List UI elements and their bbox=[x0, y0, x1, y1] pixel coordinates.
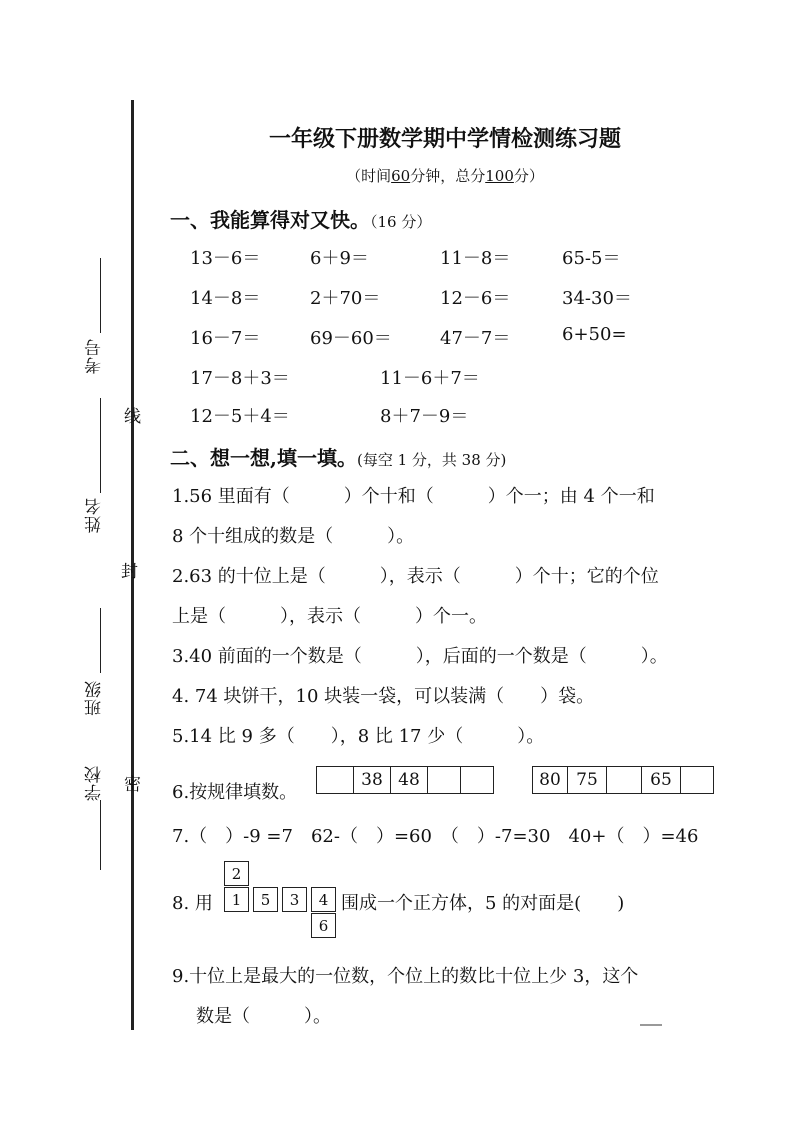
sequence-cell[interactable] bbox=[606, 767, 641, 793]
equation: 14－8＝ bbox=[190, 288, 261, 309]
equation: 2＋70＝ bbox=[310, 288, 381, 309]
equation: 34-30＝ bbox=[562, 288, 632, 309]
xingming-underline bbox=[100, 398, 101, 493]
section1-heading bbox=[170, 204, 431, 233]
page-subtitle bbox=[0, 165, 794, 186]
subtitle-score: 100 bbox=[485, 167, 514, 185]
equation: 12－5＋4＝ bbox=[190, 406, 290, 427]
equation: 69－60＝ bbox=[310, 328, 392, 349]
sequence-cell: 48 bbox=[390, 767, 427, 793]
question-7: 7.（ ）-9 =7 62-（ ）=60 （ ）-7=30 40+（ ）=46 bbox=[172, 826, 699, 847]
mi-label: 密 bbox=[120, 775, 140, 792]
feng-label: 封 bbox=[117, 562, 137, 579]
equation: 47－7＝ bbox=[440, 328, 511, 349]
scan-mark bbox=[640, 1024, 662, 1026]
equation: 11－6＋7＝ bbox=[380, 368, 480, 389]
equation: 12－6＝ bbox=[440, 288, 511, 309]
sequence-cell: 75 bbox=[567, 767, 606, 793]
question-9-line-2: 数是（ ）。 bbox=[196, 1006, 331, 1027]
cube-net-cell: 1 bbox=[224, 887, 249, 912]
section2-points: (每空 1 分，共 38 分) bbox=[356, 451, 507, 469]
section2-heading bbox=[170, 442, 506, 471]
sequence-cell[interactable] bbox=[460, 767, 493, 793]
question-8-prefix: 8. 用 bbox=[172, 893, 213, 914]
question-4: 4. 74 块饼干，10 块装一袋，可以装满（ ）袋。 bbox=[172, 686, 595, 707]
subtitle-part-3: 分） bbox=[513, 167, 544, 185]
equation: 13－6＝ bbox=[190, 248, 261, 269]
question-3: 3.40 前面的一个数是（ ），后面的一个数是（ ）。 bbox=[172, 646, 668, 667]
sequence-box-2 bbox=[532, 766, 714, 794]
cube-net-cell: 3 bbox=[282, 887, 307, 912]
subtitle-part-2: 分钟，总分 bbox=[410, 167, 486, 185]
kaohao-underline bbox=[100, 258, 101, 333]
question-1-line-1: 1.56 里面有（ ）个十和（ ）个一；由 4 个一和 bbox=[172, 486, 655, 507]
sequence-cell: 38 bbox=[353, 767, 390, 793]
subtitle-time: 60 bbox=[391, 167, 411, 185]
equation: 17－8＋3＝ bbox=[190, 368, 290, 389]
sequence-cell[interactable] bbox=[427, 767, 460, 793]
equation: 65-5＝ bbox=[562, 248, 621, 269]
section2-title: 二、想一想,填一填。 bbox=[170, 446, 357, 470]
subtitle-part-1: （时间 bbox=[346, 167, 392, 185]
kaohao-label: 考号 bbox=[85, 338, 105, 374]
question-1-line-2: 8 个十组成的数是（ ）。 bbox=[172, 526, 415, 547]
cube-net-cell: 2 bbox=[224, 861, 249, 886]
cube-net-cell: 4 bbox=[311, 887, 336, 912]
equation: 11－8＝ bbox=[440, 248, 511, 269]
sequence-cell: 80 bbox=[539, 770, 561, 790]
banji-label: 班级 bbox=[85, 680, 105, 716]
sequence-cell[interactable] bbox=[317, 767, 353, 793]
equation: 6+50= bbox=[562, 324, 627, 345]
sequence-cell[interactable] bbox=[680, 767, 713, 793]
equation: 6＋9＝ bbox=[310, 248, 369, 269]
cube-net-cell: 6 bbox=[311, 913, 336, 938]
equation: 16－7＝ bbox=[190, 328, 261, 349]
section1-points: （16 分） bbox=[370, 213, 432, 231]
banji-underline bbox=[100, 608, 101, 673]
question-2-line-2: 上是（ ），表示（ ）个一。 bbox=[172, 606, 487, 627]
cube-net-cell: 5 bbox=[253, 887, 278, 912]
sequence-cell: 65 bbox=[641, 767, 680, 793]
question-6: 6.按规律填数。 bbox=[172, 782, 298, 803]
question-5: 5.14 比 9 多（ ），8 比 17 少（ ）。 bbox=[172, 726, 545, 747]
section1-title: 一、我能算得对又快。 bbox=[170, 208, 370, 232]
xuexiao-label: 学校 bbox=[85, 765, 105, 801]
sequence-box-1 bbox=[316, 766, 494, 794]
question-9-line-1: 9.十位上是最大的一位数，个位上的数比十位上少 3，这个 bbox=[172, 966, 639, 987]
question-8-suffix: 围成一个正方体，5 的对面是( ) bbox=[341, 893, 625, 914]
page-title: 一年级下册数学期中学情检测练习题 bbox=[268, 126, 621, 152]
equation: 8＋7－9＝ bbox=[380, 406, 469, 427]
xian-label: 线 bbox=[120, 407, 140, 424]
xuexiao-underline bbox=[100, 800, 101, 870]
xingming-label: 姓名 bbox=[85, 497, 105, 533]
question-2-line-1: 2.63 的十位上是（ ），表示（ ）个十；它的个位 bbox=[172, 566, 659, 587]
